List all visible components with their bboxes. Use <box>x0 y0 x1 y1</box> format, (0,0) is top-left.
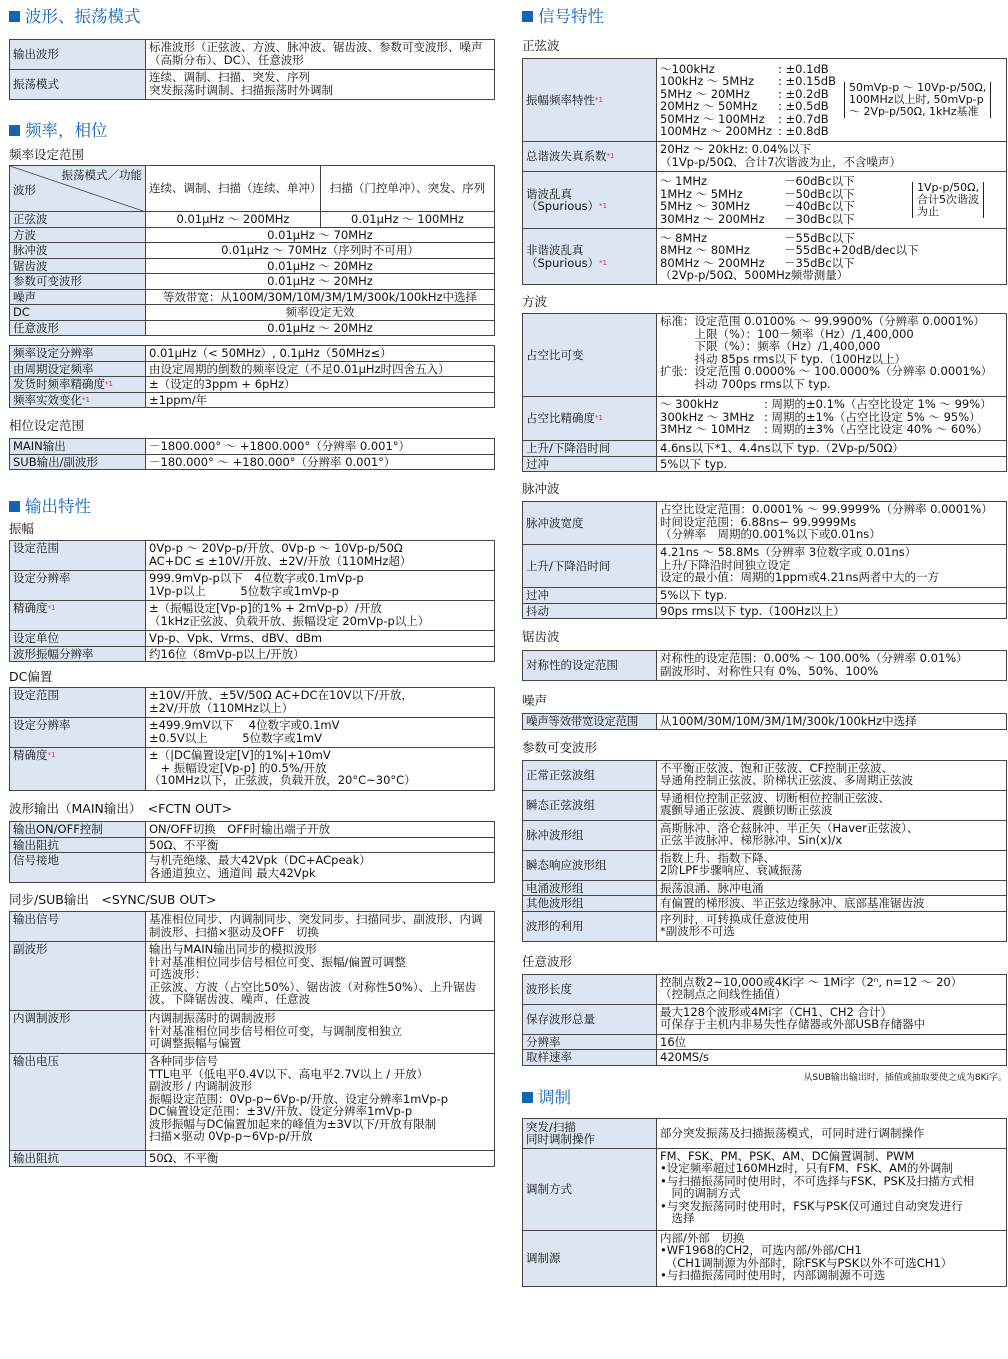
freq-ranges: ～ 300kHz 300kHz ～ 3MHz 3MHz ～ 10MHz <box>660 397 755 436</box>
row-value: 基准相位同步、内调制同步、突发同步、扫描同步、副波形、内调 制波形、扫描×驱动及OFF 切换 <box>146 912 495 942</box>
row-label: MAIN输出 <box>10 439 146 455</box>
row-label: 谐波乱真 （Spurious）$^{*1}$ <box>523 172 657 229</box>
subsection-title: 方波 <box>522 294 548 309</box>
row-label: 正常正弦波组 <box>523 760 657 790</box>
spurious-values: －60dBc以下 －50dBc以下 －40dBc以下 －30dBc以下 <box>784 174 855 226</box>
freq-value: 频率设定无效 <box>146 305 495 321</box>
row-value: 16位 <box>657 1034 1007 1050</box>
row-value: －180.000° ～ +180.000°（分辨率 0.001°） <box>146 454 495 470</box>
freq-value: 0.01μHz ～ 20MHz <box>146 258 495 274</box>
frequency-range-table <box>9 165 495 336</box>
square-table <box>522 313 1007 472</box>
row-label: 振幅频率特性$^{*1}$ <box>523 59 657 142</box>
row-label: 设定分辨率 <box>10 571 146 601</box>
row-label: 噪声等效带宽设定范围 <box>523 714 657 730</box>
row-label: 电涌波形组 <box>523 880 657 896</box>
row-label: 设定分辨率 <box>10 718 146 748</box>
amplitude-table <box>9 540 495 662</box>
row-value: 标准波形（正弦波、方波、脉冲波、锯齿波、参数可变波形、噪声 （高斯分布）、DC）、任意波形 <box>146 40 495 70</box>
row-value: 5%以下 typ. <box>657 456 1007 472</box>
freq-value: 0.01μHz ～ 70MHz（序列时不可用） <box>146 243 495 259</box>
row-value: 占空比设定范围：0.0001% ～ 99.9999%（分辨率 0.0001%） 时间设定范围：6.88ns~ 99.9999Ms （分辨率 周期的0.001%以下或0.01ns） <box>657 502 1007 545</box>
row-label: 过冲 <box>523 588 657 604</box>
row-label: 占空比可变 <box>523 314 657 397</box>
row-value: 有偏置的梯形波、半正弦边缘脉冲、底部基准锯齿波 <box>657 896 1007 912</box>
subsection-title: 锯齿波 <box>522 629 560 644</box>
subsection-title: 参数可变波形 <box>522 739 598 755</box>
noise-table <box>522 713 1007 730</box>
header-wave: 波形 <box>13 183 36 197</box>
left-column <box>9 0 495 1167</box>
row-label: 设定范围 <box>10 688 146 718</box>
row-value: 50Ω、不平衡 <box>146 837 495 853</box>
freq-ranges: ～ 8MHz 8MHz ～ 80MHz 80MHz ～ 200MHz <box>660 230 765 270</box>
row-value: 高斯脉冲、洛仑兹脉冲、半正矢（Haver正弦波）、 正弦半波脉冲、梯形脉冲、Sin(x)/x <box>657 820 1007 850</box>
wave-label: DC <box>10 305 146 321</box>
freq-value: 等效带宽：从100M/30M/10M/3M/1M/300k/100kHz中选择 <box>146 289 495 305</box>
row-label: 发货时频率精确度$^{*1}$ <box>10 377 146 393</box>
row-value: 0.01μHz（< 50MHz）, 0.1μHz（50MHz≤） <box>146 346 495 362</box>
wave-label: 参数可变波形 <box>10 274 146 290</box>
row-label: 输出电压 <box>10 1054 146 1151</box>
row-value: 部分突发振荡及扫描振荡模式，可同时进行调制操作 <box>657 1118 1007 1148</box>
sync-output-table <box>9 911 495 1167</box>
subsection-title: 任意波形 <box>522 953 573 969</box>
row-value: 内部/外部 切换 •WF1968的CH2，可选内部/外部/CH1 （CH1调制源为外部时，除FSK与PSK以外不可选CH1） •与扫描振荡同时使用时，内部调制源不可选 <box>657 1230 1007 1286</box>
row-value: 0Vp-p ～ 20Vp-p/开放、0Vp-p ～ 10Vp-p/50Ω AC+DC ≤ ±10V/开放、±2V/开放（110MHz超） <box>146 541 495 571</box>
accuracy-values: : 周期的±0.1%（占空比设定 1% ～ 99%） : 周期的±1%（占空比设定 5% ～ 95%） : 周期的±3%（占空比设定 40% ～ 60%） <box>764 397 992 436</box>
row-label: 调制方式 <box>523 1148 657 1230</box>
row-label: 振荡模式 <box>10 70 146 100</box>
header-col1: 连续、调制、扫描（连续、单冲） <box>146 166 321 212</box>
row-label: 其他波形组 <box>523 896 657 912</box>
row-label: 总谐波失真系数$^{*1}$ <box>523 142 657 172</box>
modulation-table <box>522 1118 1007 1287</box>
wave-label: 噪声 <box>10 289 146 305</box>
freq-value: 0.01μHz ～ 100MHz <box>321 212 495 228</box>
row-value: ±（|DC偏置设定[V]的1%|+10mV + 振幅设定[Vp-p] 的0.5%/开放 （10MHz以下，正弦波，负载开放，20°C~30°C） <box>146 748 495 791</box>
row-label: 调制源 <box>523 1230 657 1286</box>
measurement-note: （2Vp-p/50Ω、500MHz频带测量） <box>660 268 849 282</box>
freq-ranges: ～ 1MHz 1MHz ～ 5MHz 5MHz ～ 30MHz 30MHz ～ 200MHz <box>660 174 765 226</box>
subsection-title: 相位设定范围 <box>9 418 85 433</box>
row-label: 分辨率 <box>523 1034 657 1050</box>
main-output-table <box>9 821 495 883</box>
row-value: 5%以下 typ. <box>657 588 1007 604</box>
row-value: 对称性的设定范围：0.00% ～ 100.00%（分辨率 0.01%） 副波形时、对称性只有 0%、50%、100% <box>657 651 1007 681</box>
wave-label: 正弦波 <box>10 212 146 228</box>
arbitrary-table <box>522 974 1007 1066</box>
row-value: 20Hz ～ 20kHz: 0.04%以下 （1Vp-p/50Ω、合计7次谐波为止，不含噪声） <box>657 142 1007 172</box>
row-label: 副波形 <box>10 942 146 1011</box>
row-value: ±499.9mV以下 4位数字或0.1mV ±0.5V以上 5位数字或1mV <box>146 718 495 748</box>
row-value <box>657 397 1007 441</box>
row-label: 脉冲波宽度 <box>523 502 657 545</box>
row-label: 精确度$^{*1}$ <box>10 601 146 631</box>
row-value: 4.21ns ～ 58.8Ms（分辨率 3位数字或 0.01ns） 上升/下降沿时间独立设定 设定的最小值：周期的1ppm或4.21ns两者中大的一方 <box>657 545 1007 588</box>
row-value: ±1ppm/年 <box>146 392 495 408</box>
row-value: 最大128个波形或4Mi字（CH1、CH2 合计） 可保存于主机内非易失性存储器或外部USB存储器中 <box>657 1004 1007 1034</box>
condition-note: 50mVp-p ～ 10Vp-p/50Ω, 100MHz以上时, 50mVp-p ～ 2Vp-p/50Ω, 1kHz基准 <box>844 82 991 118</box>
row-label: 输出信号 <box>10 912 146 942</box>
section-title-output: 输出特性 <box>9 495 495 519</box>
pulse-table <box>522 501 1007 619</box>
wave-label: 脉冲波 <box>10 243 146 259</box>
diagonal-header <box>10 166 146 212</box>
sawtooth-table <box>522 650 1007 681</box>
row-value: ±（设定的3ppm + 6pHz） <box>146 377 495 393</box>
row-label: 波形长度 <box>523 974 657 1004</box>
row-value: Vp-p、Vpk、Vrms、dBV、dBm <box>146 631 495 647</box>
row-label: 输出ON/OFF控制 <box>10 822 146 838</box>
row-value: 50Ω、不平衡 <box>146 1151 495 1167</box>
row-label: 对称性的设定范围 <box>523 651 657 681</box>
row-label: 瞬态正弦波组 <box>523 790 657 820</box>
row-label: 上升/下降沿时间 <box>523 545 657 588</box>
row-label: 抖动 <box>523 603 657 619</box>
subsection-title: 频率设定范围 <box>9 147 85 162</box>
row-value: ±（振幅设定[Vp-p]的1% + 2mVp-p）/开放 （1kHz正弦波、负载开放、振幅设定 20mVp-p以上） <box>146 601 495 631</box>
row-value: 999.9mVp-p以下 4位数字或0.1mVp-p 1Vp-p以上 5位数字或1mVp-p <box>146 571 495 601</box>
row-label: 上升/下降沿时间 <box>523 441 657 457</box>
row-label: 保存波形总量 <box>523 1004 657 1034</box>
row-label: 由周期设定频率 <box>10 361 146 377</box>
flatness-values: : ±0.1dB : ±0.15dB : ±0.2dB : ±0.5dB : ±0.7dB : ±0.8dB <box>778 61 836 138</box>
freq-value: 0.01μHz ～ 20MHz <box>146 320 495 336</box>
row-value: 控制点数2~10,000或4Ki字 ～ 1Mi字（2ⁿ, n=12 ～ 20） （控制点之间线性插值） <box>657 974 1007 1004</box>
row-label: 输出阻抗 <box>10 837 146 853</box>
wave-label: 方波 <box>10 227 146 243</box>
row-value: FM、FSK、PM、PSK、AM、DC偏置调制、PWM •设定频率超过160MHz时，只有FM、FSK、AM的外调制 •与扫描振荡同时使用时，不可选择与FSK、PSK及扫描方式相 同的调制方式 •与突发振荡同时使用时，FSK与PSK仅可通过自动突发进行 选择 <box>657 1148 1007 1230</box>
subsection-title: 波形输出（MAIN输出） <FCTN OUT> <box>9 801 233 816</box>
subsection-title: 同步/SUB输出 <SYNC/SUB OUT> <box>9 892 217 907</box>
row-label: 频率实效变化$^{*1}$ <box>10 392 146 408</box>
right-column <box>522 0 1007 1287</box>
parametric-table <box>522 760 1007 942</box>
spurious-values: －55dBc以下 －55dBc+20dB/dec以下 －35dBc以下 <box>784 230 919 270</box>
row-value <box>657 229 1007 285</box>
row-label: 信号接地 <box>10 853 146 883</box>
row-value <box>657 172 1007 229</box>
freq-value: 0.01μHz ～ 20MHz <box>146 274 495 290</box>
footnote: 从SUB输出输出时，插值或抽取要使之成为8Ki字。 <box>803 1072 1007 1083</box>
section-title-signal: 信号特性 <box>522 5 1007 29</box>
freq-value: 0.01μHz ～ 200MHz <box>146 212 321 228</box>
row-label: 设定范围 <box>10 541 146 571</box>
row-value: 由设定周期的倒数的频率设定（不足0.01μHz时四舍五入） <box>146 361 495 377</box>
row-value: 序列时，可转换成任意波使用 *副波形不可选 <box>657 911 1007 941</box>
row-label: 波形振幅分辨率 <box>10 646 146 662</box>
condition-note: 1Vp-p/50Ω, 合计5次谐波 为止 <box>912 182 984 218</box>
row-label: 输出波形 <box>10 40 146 70</box>
row-label: 频率设定分辨率 <box>10 346 146 362</box>
row-label: 突发/扫描 同时调制操作 <box>523 1118 657 1148</box>
row-value: 内调制振荡时的调制波形 针对基准相位同步信号相位可变，与调制度相独立 可调整振幅与偏置 <box>146 1011 495 1054</box>
row-value: 420MS/s <box>657 1050 1007 1066</box>
row-value: －1800.000° ～ +1800.000°（分辨率 0.001°） <box>146 439 495 455</box>
section-title-modulation: 调制 <box>522 1086 1007 1110</box>
row-value: 90ps rms以下 typ.（100Hz以上） <box>657 603 1007 619</box>
row-label: 输出阻抗 <box>10 1151 146 1167</box>
row-label: 内调制波形 <box>10 1011 146 1054</box>
row-value: 与机壳绝缘、最大42Vpk（DC+ACpeak） 各通道独立、通道间 最大42Vpk <box>146 853 495 883</box>
waveform-table <box>9 39 495 100</box>
row-label: 过冲 <box>523 456 657 472</box>
frequency-misc-table <box>9 345 495 408</box>
freq-ranges: ～100kHz 100kHz ～ 5MHz 5MHz ～ 20MHz 20MHz ～ 50MHz 50MHz ～ 100MHz 100MHz ～ 200MHz <box>660 61 772 138</box>
subsection-title: 振幅 <box>9 521 35 536</box>
header-mode: 振荡模式／功能 <box>61 168 142 182</box>
row-value: ON/OFF切换 OFF时输出端子开放 <box>146 822 495 838</box>
freq-value: 0.01μHz ～ 70MHz <box>146 227 495 243</box>
section-title-frequency: 频率，相位 <box>9 119 495 143</box>
row-label: 波形的利用 <box>523 911 657 941</box>
row-value <box>657 59 1007 142</box>
row-value: 各种同步信号 TTL电平（低电平0.4V以下、高电平2.7V以上 / 开放） 副波形 / 内调制波形 振幅设定范围：0Vp-p~6Vp-p/开放、设定分辨率1mVp-p DC偏置设定范围：±3V/开放、设定分辨率1mVp-p 波形振幅与DC偏置加起来的峰值为±3V以下/开放有限制 扫描×驱动 0Vp-p~6Vp-p/开放 <box>146 1054 495 1151</box>
row-value: 标准：设定范围 0.0100% ～ 99.9900%（分辨率 0.0001%） 上限（%）：100－频率（Hz）/1,400,000 下限（%）：频率（Hz）/1,400,000 抖动 85ps rms以下 typ.（100Hz以上） 扩张：设定范围 0.0000% ～ 100.0000%（分辨率 0.0001%） 抖动 700ps rms以下 typ. <box>657 314 1007 397</box>
row-label: 瞬态响应波形组 <box>523 850 657 880</box>
row-value: ±10V/开放、±5V/50Ω AC+DC在10V以下/开放， ±2V/开放（110MHz以上） <box>146 688 495 718</box>
row-label: 取样速率 <box>523 1050 657 1066</box>
row-value: 输出与MAIN输出同步的模拟波形 针对基准相位同步信号相位可变、振幅/偏置可调整 可选波形： 正弦波、方波（占空比50%）、锯齿波（对称性50%）、上升锯齿 波、下降锯齿波、噪声、任意波 <box>146 942 495 1011</box>
row-value: 从100M/30M/10M/3M/1M/300k/100kHz中选择 <box>657 714 1007 730</box>
row-value: 4.6ns以下*1、4.4ns以下 typ.（2Vp-p/50Ω） <box>657 441 1007 457</box>
row-label: 设定单位 <box>10 631 146 647</box>
row-value: 约16位（8mVp-p以上/开放） <box>146 646 495 662</box>
subsection-title: DC偏置 <box>9 669 53 684</box>
row-label: 占空比精确度$^{*1}$ <box>523 397 657 441</box>
subsection-title: 正弦波 <box>522 38 560 53</box>
row-label: 脉冲波形组 <box>523 820 657 850</box>
row-label: SUB输出/副波形 <box>10 454 146 470</box>
row-label: 精确度$^{*1}$ <box>10 748 146 791</box>
row-label: 非谐波乱真 （Spurious）$^{*1}$ <box>523 229 657 285</box>
wave-label: 任意波形 <box>10 320 146 336</box>
header-col2: 扫描（门控单冲）、突发、序列 <box>321 166 495 212</box>
row-value: 导通相位控制正弦波、切断相位控制正弦波、 震颤导通正弦波、震颤切断正弦波 <box>657 790 1007 820</box>
phase-table <box>9 438 495 470</box>
row-value: 不平衡正弦波、饱和正弦波、CF控制正弦波、 导通角控制正弦波、阶梯状正弦波、多周期正弦波 <box>657 760 1007 790</box>
row-value: 指数上升、指数下降、 2阶LPF步骤响应、衰减振荡 <box>657 850 1007 880</box>
section-title-waveform: 波形、振荡模式 <box>9 5 495 29</box>
row-value: 连续、调制、扫描、突发、序列 突发振荡时调制、扫描振荡时外调制 <box>146 70 495 100</box>
subsection-title: 脉冲波 <box>522 481 560 496</box>
sine-table <box>522 58 1007 285</box>
subsection-title: 噪声 <box>522 693 548 708</box>
dc-offset-table <box>9 687 495 791</box>
row-value: 振荡浪涌、脉冲电涌 <box>657 880 1007 896</box>
wave-label: 锯齿波 <box>10 258 146 274</box>
